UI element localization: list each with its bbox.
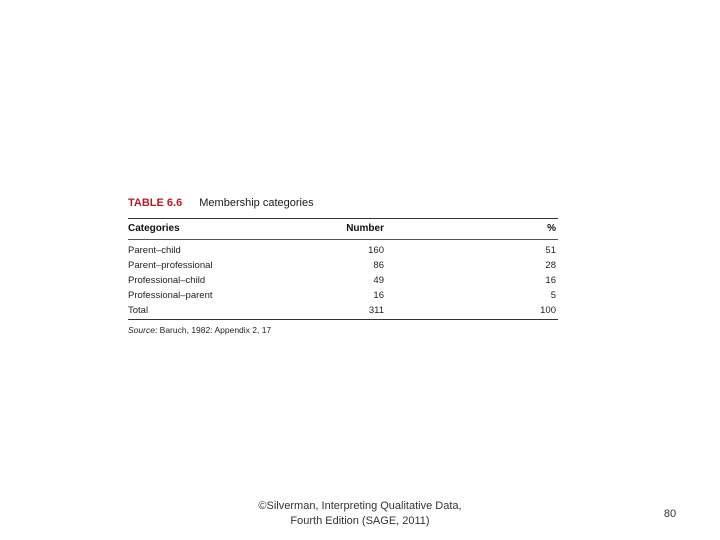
table-title: Membership categories [199,197,314,209]
table-source [128,324,558,336]
table-top-rule [128,218,558,219]
source-text: : Baruch, 1982: Appendix 2, 17 [154,325,272,335]
table-label: TABLE 6.6 [128,197,183,209]
header-percent: % [547,223,556,234]
row-category: Professional–child [128,275,206,286]
membership-table [128,196,558,336]
total-category: Total [128,305,149,316]
total-number: 311 [368,305,384,316]
row-percent: 5 [550,290,556,301]
row-number: 86 [373,260,384,271]
table-caption [128,196,558,210]
footer-credit-line-2: Fourth Edition (SAGE, 2011) [290,515,430,527]
page-number: 80 [663,508,677,520]
footer-credit-line-1: ©Silverman, Interpreting Qualitative Data, [258,500,462,512]
row-percent: 51 [545,245,556,256]
row-number: 16 [373,290,384,301]
header-categories: Categories [128,223,180,234]
row-category: Professional–parent [128,290,213,301]
table-body [128,240,558,319]
row-number: 160 [368,245,384,256]
table-row [128,258,558,273]
row-percent: 28 [545,260,556,271]
row-percent: 16 [545,275,556,286]
table-row [128,273,558,288]
row-category: Parent–professional [128,260,213,271]
table-total-row [128,303,558,318]
table-row [128,243,558,258]
source-label: Source [128,325,155,335]
header-number: Number [346,223,384,234]
table-bottom-rule [128,319,558,320]
footer-credit [210,499,510,529]
row-number: 49 [373,275,384,286]
table-header-row [128,221,558,237]
table-row [128,288,558,303]
total-percent: 100 [540,305,556,316]
row-category: Parent–child [128,245,181,256]
